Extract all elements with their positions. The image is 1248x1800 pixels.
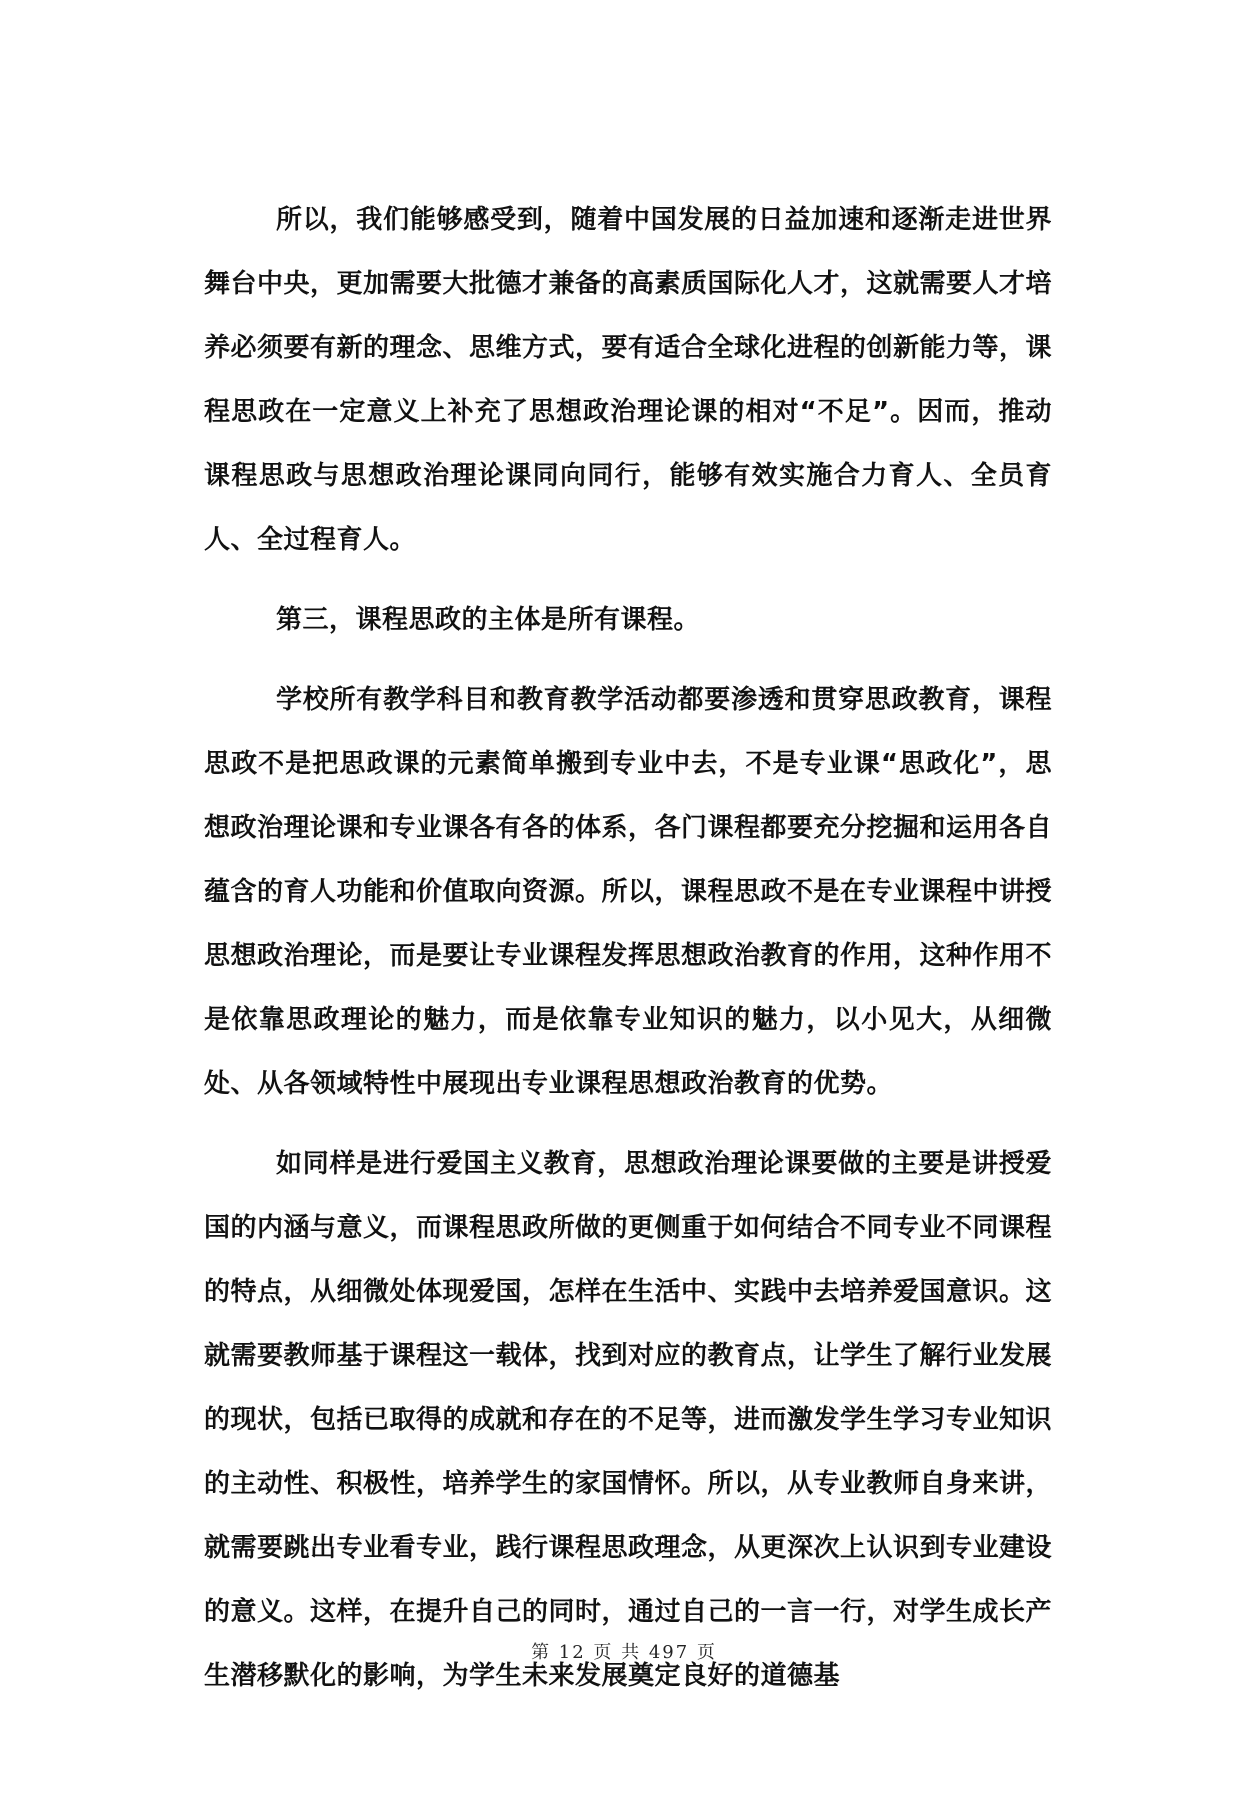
paragraph-1: 所以，我们能够感受到，随着中国发展的日益加速和逐渐走进世界舞台中央，更加需要大批德才兼备的高素质国际化人才，这就需要人才培养必须要有新的理念、思维方式，要有适合全球化进程的创新能力等，课程思政在一定意义上补充了思想政治理论课的相对“不足”。因而，推动课程思政与思想政治理论课同向同行，能够有效实施合力育人、全员育人、全过程育人。	[204, 205, 1053, 555]
paragraph-4: 如同样是进行爱国主义教育，思想政治理论课要做的主要是讲授爱国的内涵与意义，而课程思政所做的更侧重于如何结合不同专业不同课程的特点，从细微处体现爱国，怎样在生活中、实践中去培养爱国意识。这就需要教师基于课程这一载体，找到对应的教育点，让学生了解行业发展的现状，包括已取得的成就和存在的不足等，进而激发学生学习专业知识的主动性、积极性，培养学生的家国情怀。所以，从专业教师自身来讲，就需要跳出专业看专业，践行课程思政理念，从更深次上认识到专业建设的意义。这样，在提升自己的同时，通过自己的一言一行，对学生成长产生潜移默化的影响，为学生未来发展奠定良好的道德基	[204, 1149, 1053, 1691]
page-number-footer: 第 12 页 共 497 页	[531, 1642, 717, 1663]
paragraph-2: 第三，课程思政的主体是所有课程。	[276, 605, 701, 635]
paragraph-3: 学校所有教学科目和教育教学活动都要渗透和贯穿思政教育，课程思政不是把思政课的元素简单搬到专业中去，不是专业课“思政化”，思想政治理论课和专业课各有各的体系，各门课程都要充分挖掘和运用各自蕴含的育人功能和价值取向资源。所以，课程思政不是在专业课程中讲授思想政治理论，而是要让专业课程发挥思想政治教育的作用，这种作用不是依靠思政理论的魅力，而是依靠专业知识的魅力，以小见大，从细微处、从各领域特性中展现出专业课程思想政治教育的优势。	[204, 685, 1053, 1099]
page-body	[204, 188, 1052, 1708]
